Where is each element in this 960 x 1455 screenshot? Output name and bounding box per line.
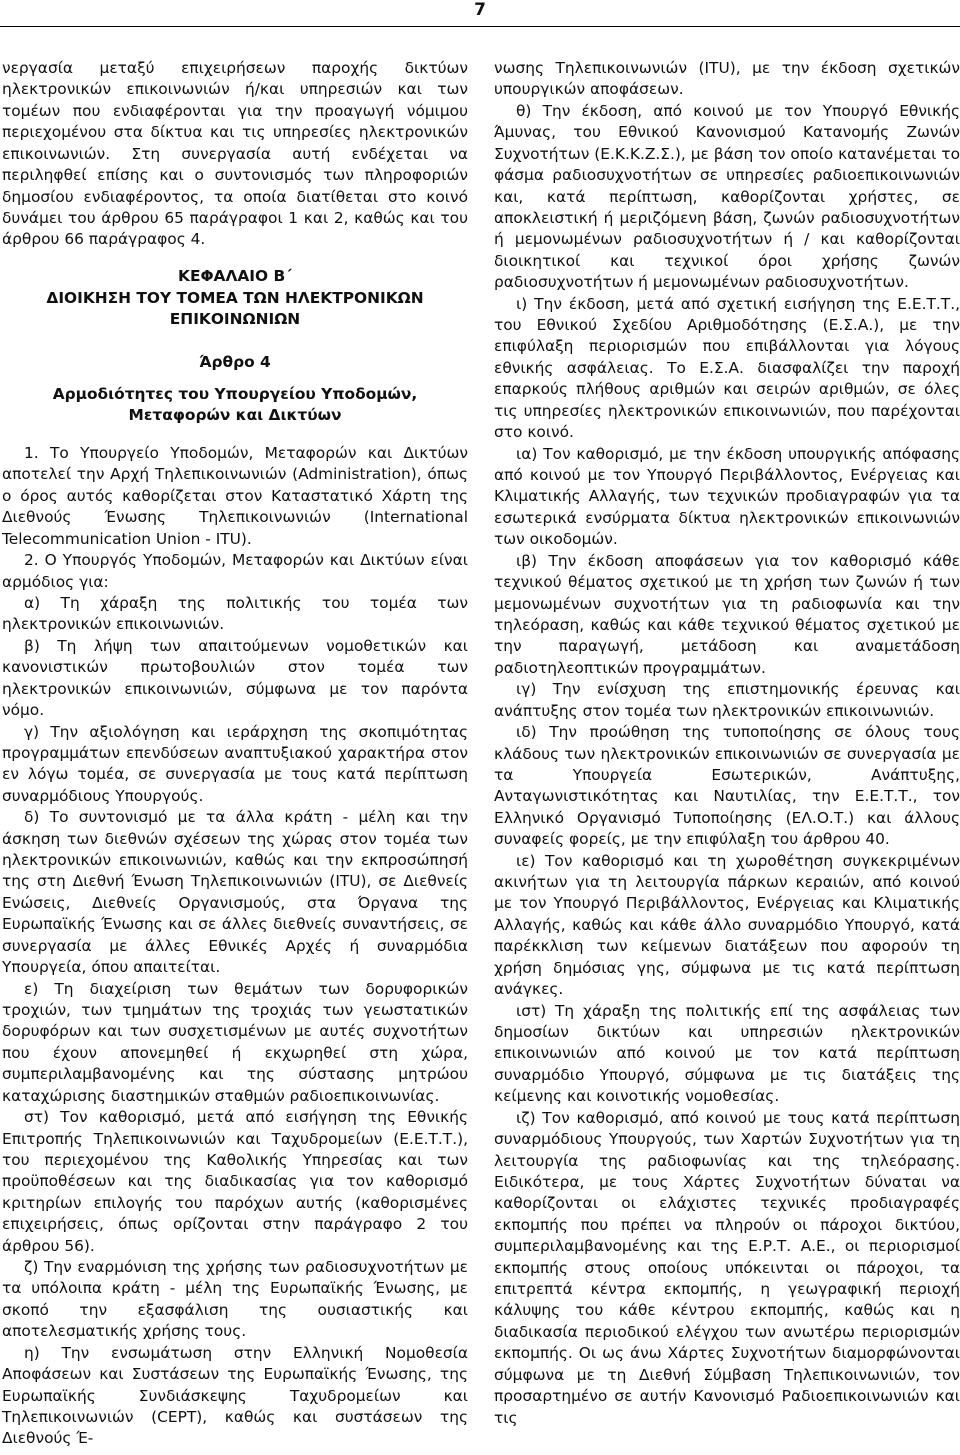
item-e: ε) Τη διαχείριση των θεμάτων των δορυφορικών τροχιών, των τμημάτων της τροχιάς των γεωστατικών δορυφόρων και των συσχετισμένων με αυτές συχνοτήτων που έχουν απονεμηθεί ή εκχωρηθεί στη χώρα, συμπεριλαμβανομένης και της σύστασης μητρώου καταχώρισης διαστημικών σταθμών ραδιοεπικοινωνίας. xyxy=(2,979,468,1105)
chapter-title-line-1: ΔΙΟΙΚΗΣΗ ΤΟΥ ΤΟΜΕΑ ΤΩΝ ΗΛΕΚΤΡΟΝΙΚΩΝ xyxy=(46,288,424,307)
item-ia: ια) Τον καθορισμό, με την έκδοση υπουργικής απόφασης από κοινού με τον Υπουργό Περιβάλλοντος, Ενέργειας και Κλιματικής Αλλαγής, των τεχνικών προδιαγραφών για τα εσωτερικά ενσύρματα δίκτυα ηλεκτρονικών επικοινωνιών των οικοδομών. xyxy=(494,444,960,549)
paragraph-continuation: νεργασία μεταξύ επιχειρήσεων παροχής δικτύων ηλεκτρονικών επικοινωνιών ή/και υπηρεσιών και των τομέων που ενδιαφέρονται για την προαγωγή νόμιμου περιεχομένου στα δίκτυα και τις υπηρεσίες ηλεκτρονικών επικοινωνιών. Στη συνεργασία αυτή ενδέχεται να περιληφθεί επίσης και ο συντονισμός των πληροφοριών δημοσίου ενδιαφέροντος, τα οποία διατίθεται στο κοινό δυνάμει του άρθρου 65 παράγραφοι 1 και 2, καθώς και του άρθρου 66 παράγραφος 4. xyxy=(2,59,468,249)
item-b: β) Τη λήψη των απαιτούμενων νομοθετικών και κανονιστικών πρωτοβουλιών στον τομέα των ηλεκτρονικών επικοινωνιών, σύμφωνα με τον παρόντα νόμο. xyxy=(2,636,468,720)
paragraph-1: 1. Το Υπουργείο Υποδομών, Μεταφορών και Δικτύων αποτελεί την Αρχή Τηλεπικοινωνιών (Administration), όπως ο όρος αυτός καθορίζεται στον Καταστατικό Χάρτη της Διεθνούς Ένωσης Τηλεπικοινωνιών (International Telecommunication Union - ITU). xyxy=(2,444,468,548)
item-ie: ιε) Τον καθορισμό και τη χωροθέτηση συγκεκριμένων ακινήτων για τη λειτουργία πάρκων κεραιών, από κοινού με τον Υπουργό Περιβάλλοντος, Ενέργειας και Κλιματικής Αλλαγής, καθώς και κάθε άλλο συναρμόδιο Υπουργό, κατά παρέκκλιση των κείμενων διατάξεων που αφορούν τη χρήση δημόσιας γης, σύμφωνα με τις κατά περίπτωση ανάγκες. xyxy=(494,851,960,999)
right-column xyxy=(494,58,960,1429)
item-st: στ) Τον καθορισμό, μετά από εισήγηση της Εθνικής Επιτροπής Τηλεπικοινωνιών και Ταχυδρομείων (Ε.Ε.Τ.Τ.), του περιεχομένου της Καθολικής Υπηρεσίας και των προϋποθέσεων και της διαδικασίας για τον καθορισμό κριτηρίων επιλογής του παρόχων αυτής (καθορισμένες επιχειρήσεις, όπως ορίζονται στην παράγραφο 2 του άρθρου 56). xyxy=(2,1108,468,1255)
article-title-line-1: Αρμοδιότητες του Υπουργείου Υποδομών, xyxy=(52,384,418,403)
header-rule xyxy=(0,26,960,27)
chapter-label: ΚΕΦΑΛΑΙΟ Β΄ xyxy=(178,266,292,285)
item-c: γ) Την αξιολόγηση και ιεράρχηση της σκοπιμότητας προγραμμάτων επενδύσεων αναπτυξιακού χαρακτήρα στον εν λόγω τομέα, σε συνεργασία με τους κατά περίπτωση συναρμόδιους Υπουργούς. xyxy=(2,722,468,805)
item-ib: ιβ) Την έκδοση αποφάσεων για τον καθορισμό κάθε τεχνικού θέματος σχετικού με τη χρήση των ζωνών ή των μεμονωμένων συχνοτήτων για τη ραδιοφωνία και την τηλεόραση, καθώς και κάθε τεχνικού θέματος σχετικού με την παραγωγή, μετάδοση και αναμετάδοση ραδιοτηλεοπτικών προγραμμάτων. xyxy=(494,551,960,677)
paragraph-2: 2. Ο Υπουργός Υποδομών, Μεταφορών και Δικτύων είναι αρμόδιος για: xyxy=(2,551,468,591)
left-column xyxy=(2,58,468,1450)
item-z: ζ) Την εναρμόνιση της χρήσης των ραδιοσυχνοτήτων με τα υπόλοιπα κράτη - μέλη της Ευρωπαϊκής Ένωσης, με σκοπό την εξασφάλιση της ουσιαστικής και αποτελεσματικής χρήσης τους. xyxy=(2,1258,468,1341)
article-label: Άρθρο 4 xyxy=(199,352,271,371)
item-ig: ιγ) Την ενίσχυση της επιστημονικής έρευνας και ανάπτυξης στον τομέα των ηλεκτρονικών επικοινωνιών. xyxy=(494,680,960,720)
paragraph-continuation: νωσης Τηλεπικοινωνιών (ITU), με την έκδοση σχετικών υπουργικών αποφάσεων. xyxy=(494,59,960,99)
item-a: α) Τη χάραξη της πολιτικής του τομέα των ηλεκτρονικών επικοινωνιών. xyxy=(2,593,468,634)
article-title-line-2: Μεταφορών και Δικτύων xyxy=(128,406,342,425)
item-i: η) Την ενσωμάτωση στην Ελληνική Νομοθεσία Αποφάσεων και Συστάσεων της Ευρωπαϊκής Ένωσης, της Ευρωπαϊκής Συνδιάσκεψης Ταχυδρομείων και Τηλεπικοινωνιών (CEPT), καθώς και συστάσεων της Διεθνούς Έ- xyxy=(2,1343,468,1448)
item-io: ι) Την έκδοση, μετά από σχετική εισήγηση της Ε.Ε.Τ.Τ., του Εθνικού Σχεδίου Αριθμοδότησης (Ε.Σ.Α.), με την επιφύλαξη περιορισμών που επιβάλλονται για λόγους εθνικής ασφάλειας. Το Ε.Σ.Α. διασφαλίζει την παροχή επαρκούς πλήθους αριθμών και σειρών αριθμών, σε όλες τις υπηρεσίες ηλεκτρονικών επικοινωνιών, που παρέχονται στο κοινό. xyxy=(494,294,960,442)
page-number: 7 xyxy=(474,0,486,20)
item-th: θ) Την έκδοση, από κοινού με τον Υπουργό Εθνικής Άμυνας, του Εθνικού Κανονισμού Κατανομής Ζωνών Συχνοτήτων (Ε.Κ.Κ.Ζ.Σ.), με βάση τον οποίο κατανέμεται το φάσμα ραδιοσυχνοτήτων σε υπηρεσίες ραδιοεπικοινωνιών και, κατά περίπτωση, καθορίζονται χρήστες, σε αποκλειστική ή μεριζόμενη βάση, ζωνών ραδιοσυχνοτήτων ή μεμονωμένων ραδιοσυχνοτήτων ή / και καθορίζονται διοικητικοί και τεχνικοί όροι χρήσης ζωνών ραδιοσυχνοτήτων ή μεμονωμένων ραδιοσυχνοτήτων. xyxy=(494,101,960,292)
chapter-title-line-2: ΕΠΙΚΟΙΝΩΝΙΩΝ xyxy=(169,310,301,329)
item-ist: ιστ) Τη χάραξη της πολιτικής επί της ασφάλειας των δημοσίων δικτύων και υπηρεσιών ηλεκτρονικών επικοινωνιών από κοινού με τον κατά περίπτωση συναρμόδιο Υπουργό, σύμφωνα με τις διατάξεις της κείμενης και κοινοτικής νομοθεσίας. xyxy=(494,1001,960,1106)
item-iz: ιζ) Τον καθορισμό, από κοινού με τους κατά περίπτωση συναρμόδιους Υπουργούς, των Χαρτών Συχνοτήτων για τη λειτουργία της ραδιοφωνίας και της τηλεόρασης. Ειδικότερα, με τους Χάρτες Συχνοτήτων δύναται να καθορίζονται οι ελάχιστες τεχνικές προδιαγραφές εκπομπής που πρέπει να πληρούν οι πάροχοι δικτύου, συμπεριλαμβανομένης και της Ε.Ρ.Τ. Α.Ε., οι περιορισμοί εκπομπής στους οποίους υπόκεινται οι πάροχοι, τα επιτρεπτά κέντρα εκπομπής, η γεωγραφική περιοχή κάλυψης του κάθε κέντρου εκπομπής, καθώς και η διαδικασία περιοδικού ελέγχου των ανωτέρω περιορισμών εκπομπής. Οι ως άνω Χάρτες Συχνοτήτων διαμορφώνονται σύμφωνα με τη Διεθνή Σύμβαση Τηλεπικοινωνιών, τον προσαρτημένο σε αυτήν Κανονισμό Ραδιοεπικοινωνιών και τις xyxy=(494,1108,960,1427)
item-id: ιδ) Την προώθηση της τυποποίησης σε όλους τους κλάδους των ηλεκτρονικών επικοινωνιών σε συνεργασία με τα Υπουργεία Εσωτερικών, Ανάπτυξης, Ανταγωνιστικότητας και Ναυτιλίας, την Ε.Ε.Τ.Τ., τον Ελληνικό Οργανισμό Τυποποίησης (ΕΛ.Ο.Τ.) και άλλους συναφείς φορείς, με την επιφύλαξη του άρθρου 40. xyxy=(494,723,960,849)
item-d: δ) Το συντονισμό με τα άλλα κράτη - μέλη και την άσκηση των διεθνών σχέσεων της χώρας στον τομέα των ηλεκτρονικών επικοινωνιών, καθώς και την εκπροσώπησή της στη Διεθνή Ένωση Τηλεπικοινωνιών (ITU), σε Διεθνείς Ενώσεις, Διεθνείς Οργανισμούς, στα Όργανα της Ευρωπαϊκής Ένωσης και σε άλλες διεθνείς συναντήσεις, σε συνεργασία με άλλες Εθνικές Αρχές ή συναρμόδια Υπουργεία, όπου απαιτείται. xyxy=(2,808,468,977)
